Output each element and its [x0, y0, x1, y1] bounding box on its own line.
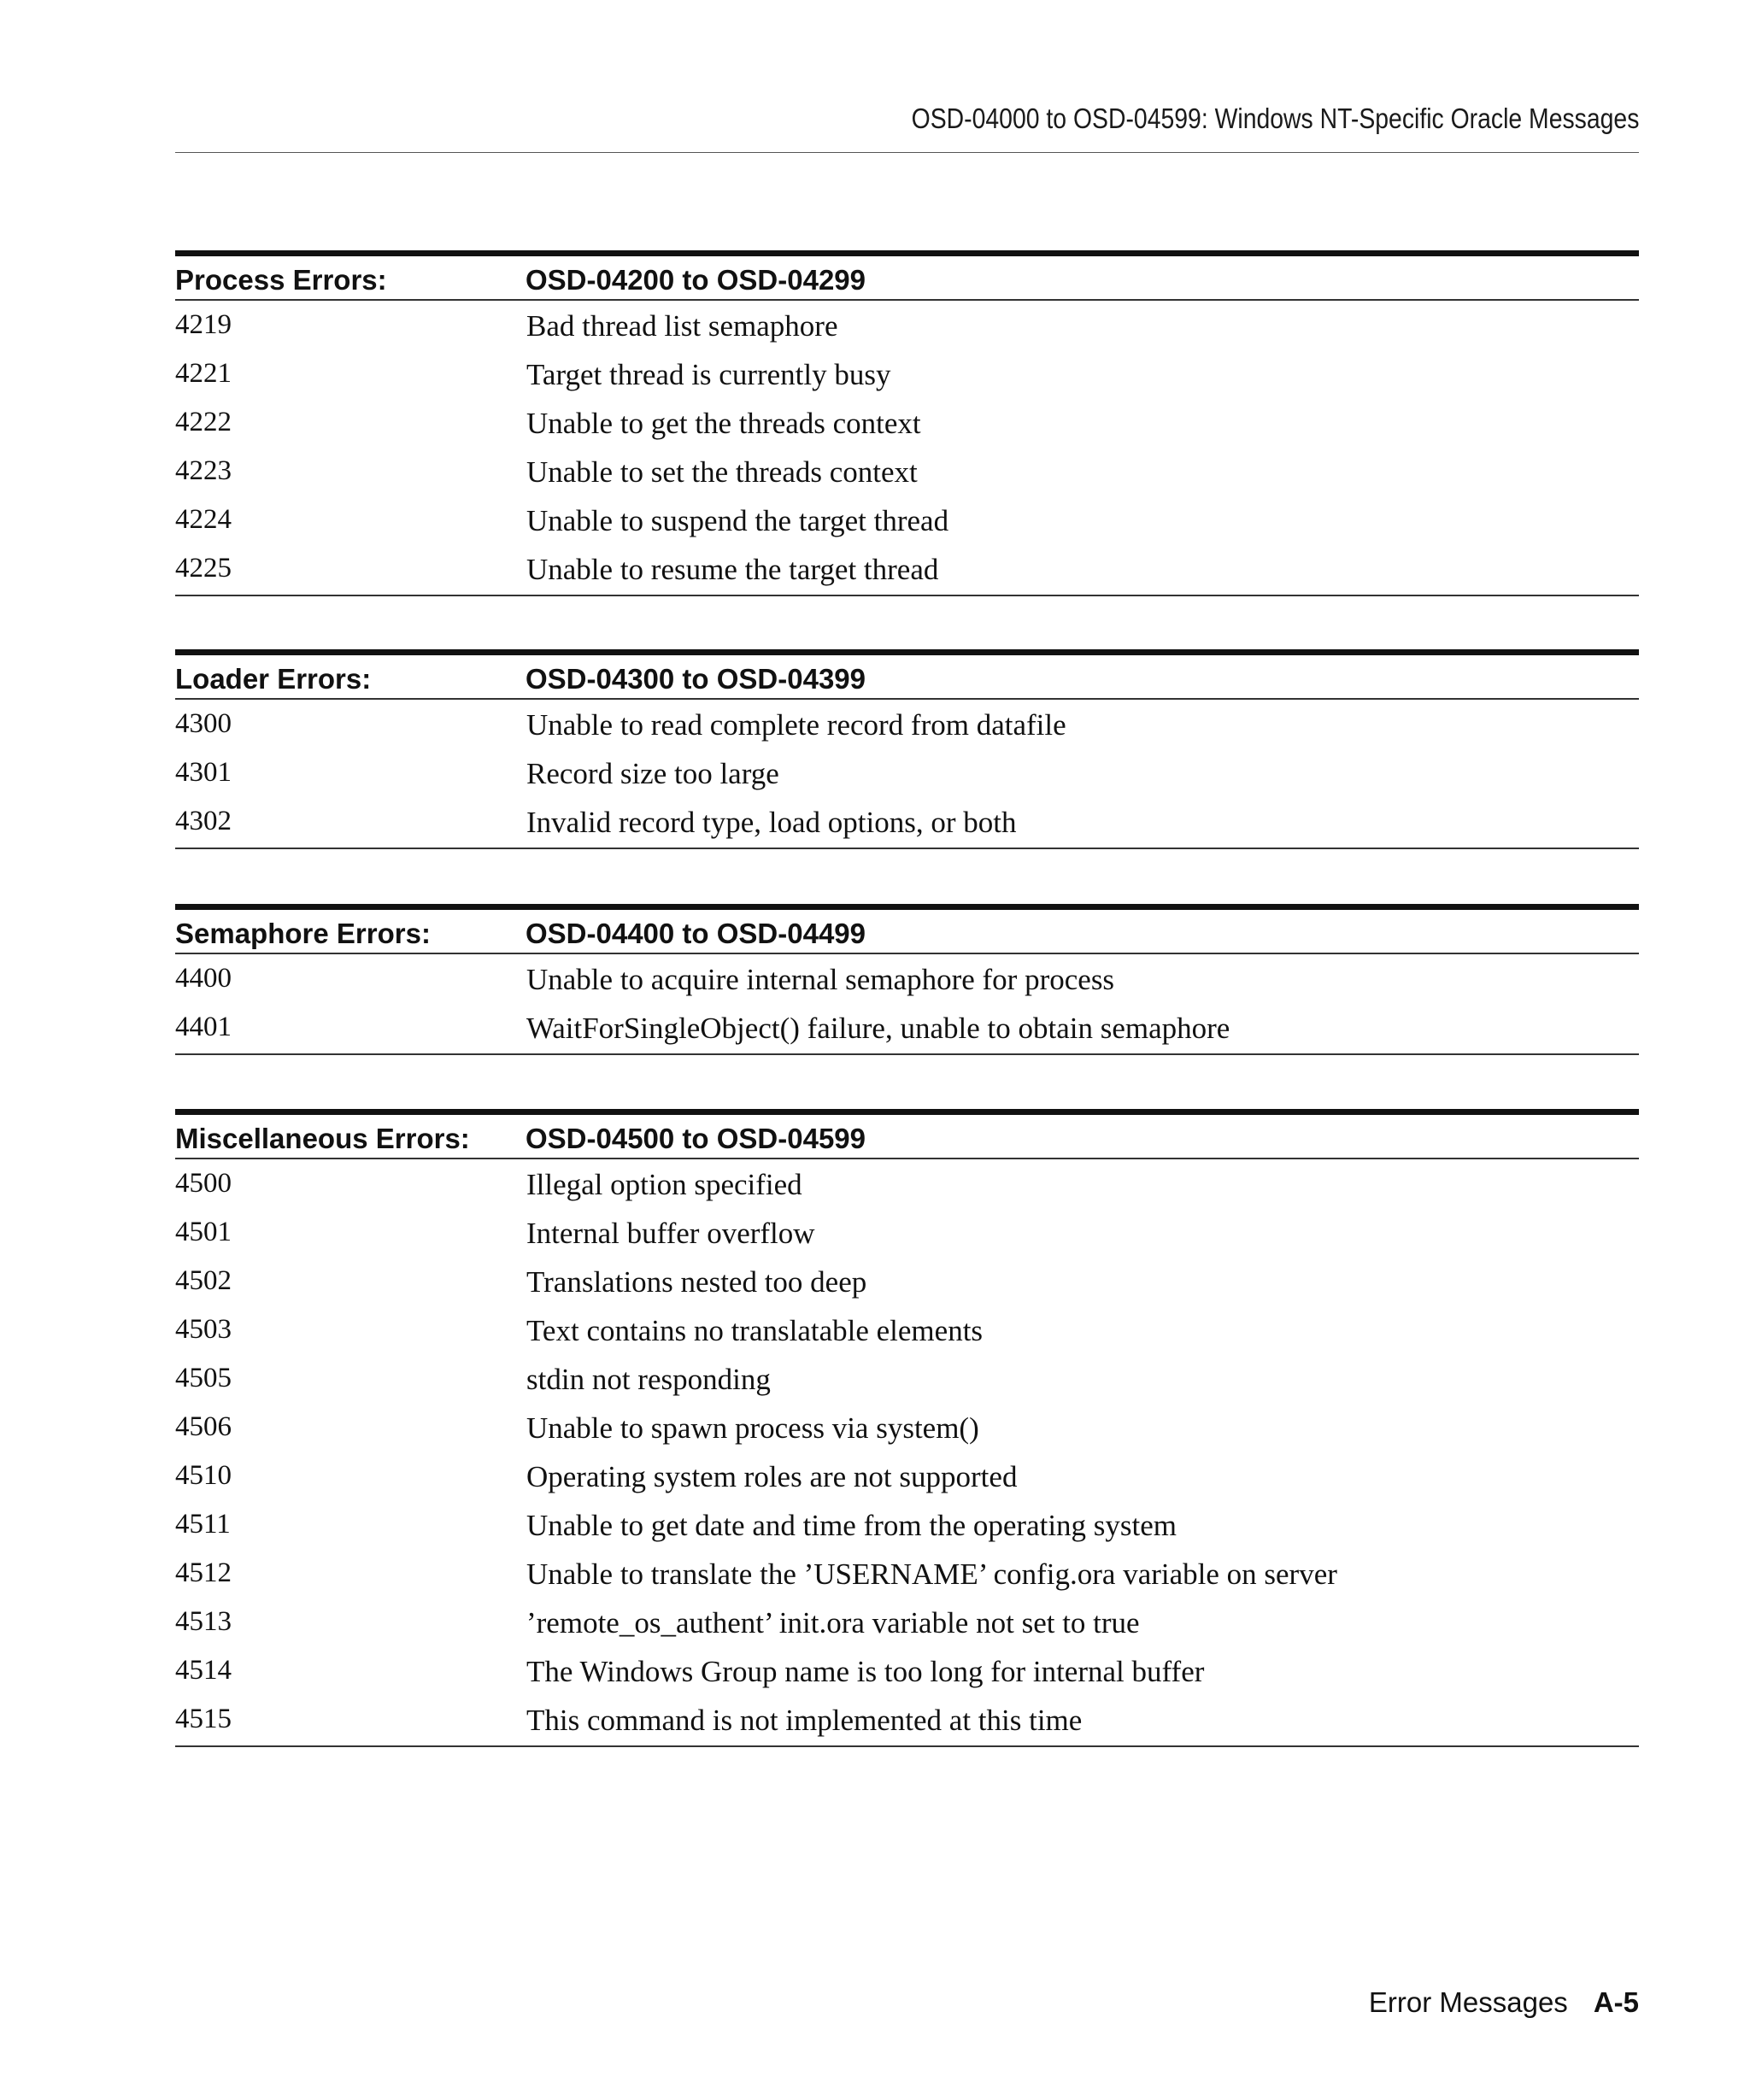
error-row	[175, 398, 1639, 447]
error-row	[175, 1500, 1639, 1549]
error-row	[175, 1354, 1639, 1403]
section-semaphore-errors	[175, 904, 1639, 1055]
error-row	[175, 954, 1639, 1003]
section-title: Process Errors:	[175, 264, 387, 296]
error-message: Unable to set the threads context	[526, 455, 918, 489]
error-message: Translations nested too deep	[526, 1265, 867, 1299]
error-code: 4221	[175, 358, 232, 389]
error-code: 4500	[175, 1168, 232, 1199]
error-message: Invalid record type, load options, or both	[526, 806, 1017, 839]
error-code: 4400	[175, 963, 232, 994]
error-row	[175, 1598, 1639, 1646]
error-code: 4505	[175, 1363, 232, 1393]
error-row	[175, 1159, 1639, 1208]
section-header	[175, 649, 1639, 700]
error-code: 4510	[175, 1460, 232, 1491]
error-message: Unable to get the threads context	[526, 407, 921, 440]
error-message: Operating system roles are not supported	[526, 1460, 1018, 1493]
error-message: Unable to spawn process via system()	[526, 1411, 979, 1445]
error-code: 4501	[175, 1217, 232, 1247]
section-title: Semaphore Errors:	[175, 918, 431, 949]
error-message: stdin not responding	[526, 1363, 771, 1396]
section-miscellaneous-errors	[175, 1109, 1639, 1747]
error-message: Internal buffer overflow	[526, 1217, 815, 1250]
error-code: 4506	[175, 1411, 232, 1442]
error-row	[175, 496, 1639, 544]
page-footer	[1369, 1986, 1639, 2019]
error-message: The Windows Group name is too long for internal buffer	[526, 1655, 1205, 1688]
error-code: 4515	[175, 1704, 232, 1734]
error-code: 4503	[175, 1314, 232, 1345]
footer-section-name: Error Messages	[1368, 1986, 1568, 2018]
error-code: 4223	[175, 455, 232, 486]
error-row	[175, 1646, 1639, 1695]
error-message: Unable to acquire internal semaphore for process	[526, 963, 1115, 996]
error-row	[175, 349, 1639, 398]
error-message: Illegal option specified	[526, 1168, 802, 1201]
error-code: 4511	[175, 1509, 231, 1540]
error-code: 4514	[175, 1655, 232, 1686]
section-range: OSD-04500 to OSD-04599	[526, 1123, 866, 1154]
section-range: OSD-04400 to OSD-04499	[526, 918, 866, 949]
error-row	[175, 797, 1639, 846]
error-row	[175, 700, 1639, 748]
error-message: Unable to resume the target thread	[526, 553, 939, 586]
error-message: ’remote_os_authent’ init.ora variable not set to true	[526, 1606, 1140, 1640]
error-code: 4401	[175, 1012, 232, 1042]
error-code: 4300	[175, 708, 232, 739]
error-message: Text contains no translatable elements	[526, 1314, 984, 1347]
error-code: 4222	[175, 407, 232, 437]
error-row	[175, 1208, 1639, 1257]
section-title: Loader Errors:	[175, 663, 372, 695]
error-code: 4512	[175, 1557, 232, 1588]
section-loader-errors	[175, 649, 1639, 849]
error-row	[175, 1403, 1639, 1452]
error-message: Unable to read complete record from datafile	[526, 708, 1066, 742]
error-row	[175, 544, 1639, 593]
section-title: Miscellaneous Errors:	[175, 1123, 470, 1154]
header-rule	[175, 152, 1639, 153]
error-code: 4301	[175, 757, 232, 788]
running-head: OSD-04000 to OSD-04599: Windows NT-Specific Oracle Messages	[911, 103, 1639, 134]
error-list	[175, 954, 1639, 1055]
error-row	[175, 1452, 1639, 1500]
error-message: Unable to get date and time from the operating system	[526, 1509, 1177, 1542]
error-list	[175, 700, 1639, 849]
error-row	[175, 1695, 1639, 1744]
error-code: 4219	[175, 309, 232, 340]
error-message: Unable to suspend the target thread	[526, 504, 949, 537]
error-message: WaitForSingleObject() failure, unable to obtain semaphore	[526, 1012, 1230, 1045]
error-list	[175, 301, 1639, 596]
error-message: Record size too large	[526, 757, 779, 790]
section-range: OSD-04200 to OSD-04299	[526, 264, 866, 296]
error-row	[175, 1305, 1639, 1354]
section-header	[175, 904, 1639, 954]
section-header	[175, 1109, 1639, 1159]
error-row	[175, 748, 1639, 797]
error-row	[175, 1257, 1639, 1305]
section-process-errors	[175, 250, 1639, 596]
section-header	[175, 250, 1639, 301]
error-message: Target thread is currently busy	[526, 358, 891, 391]
error-message: This command is not implemented at this time	[526, 1704, 1083, 1737]
section-range: OSD-04300 to OSD-04399	[526, 663, 866, 695]
error-message: Unable to translate the ’USERNAME’ config.ora variable on server	[526, 1557, 1337, 1591]
error-code: 4502	[175, 1265, 232, 1296]
error-code: 4224	[175, 504, 232, 535]
error-message: Bad thread list semaphore	[526, 309, 838, 343]
error-row	[175, 301, 1639, 349]
error-code: 4225	[175, 553, 232, 584]
error-code: 4302	[175, 806, 232, 836]
error-code: 4513	[175, 1606, 232, 1637]
error-row	[175, 447, 1639, 496]
page-number: A-5	[1593, 1986, 1639, 2018]
error-row	[175, 1003, 1639, 1052]
error-row	[175, 1549, 1639, 1598]
error-list	[175, 1159, 1639, 1747]
